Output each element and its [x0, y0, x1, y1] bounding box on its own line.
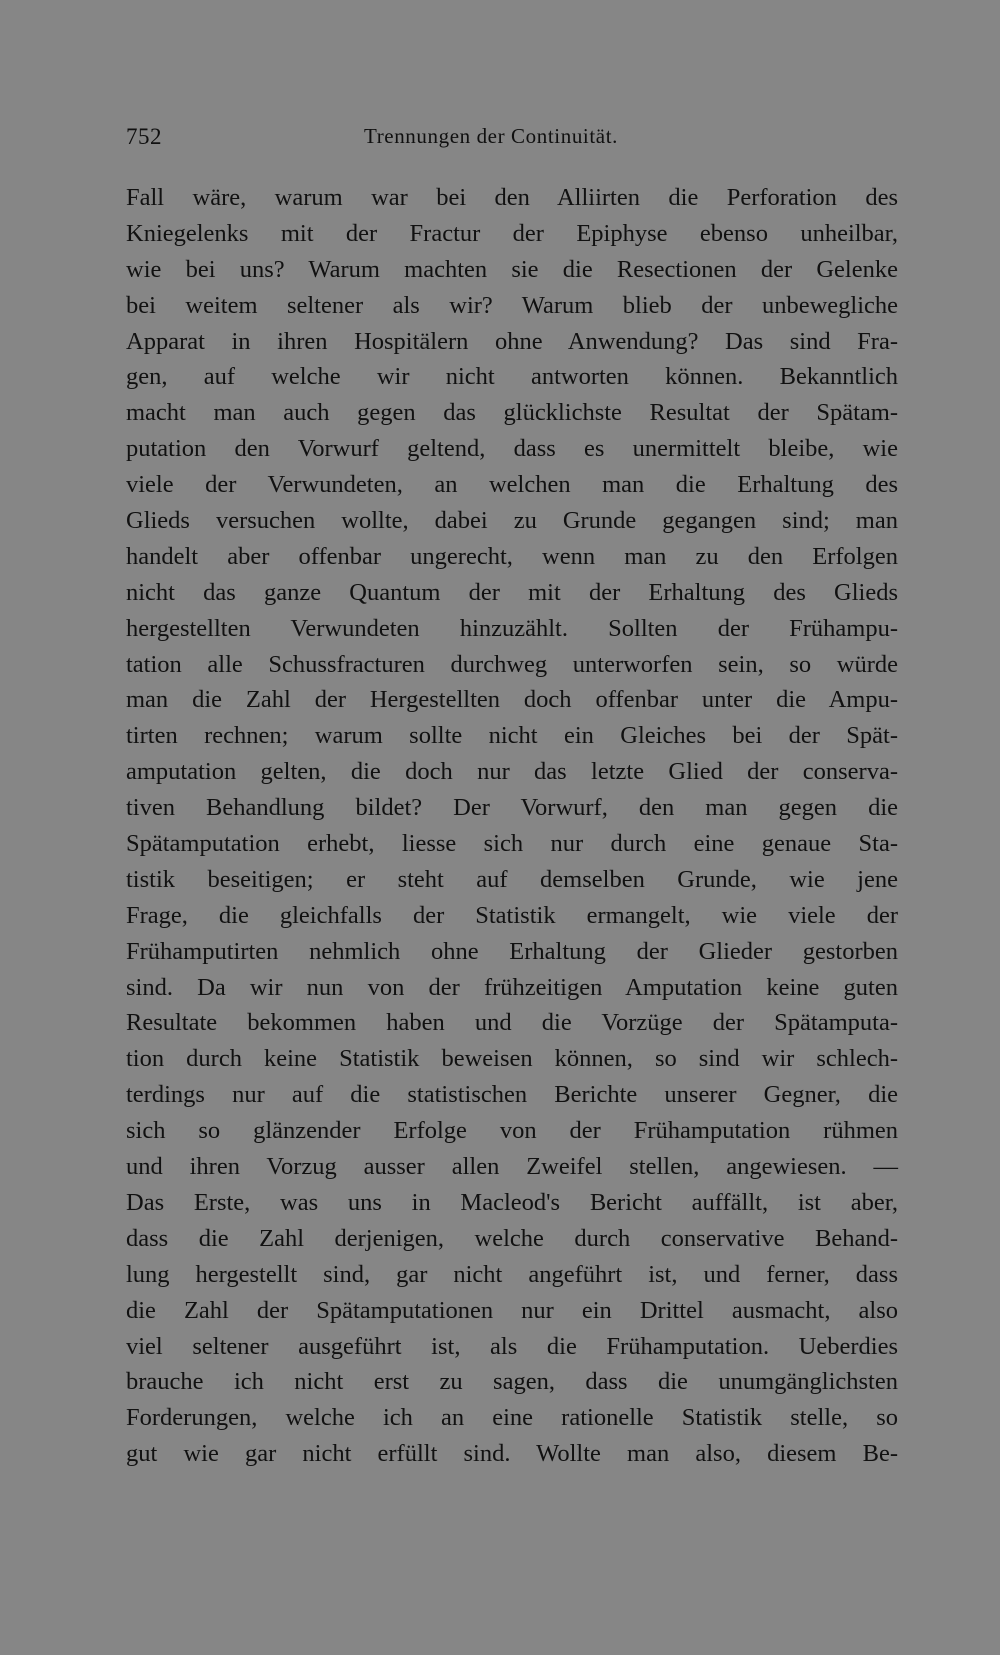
- text-line: tion durch keine Statistik beweisen können, so sind wir schlech-: [126, 1045, 898, 1073]
- text-line: Frühamputirten nehmlich ohne Erhaltung der Glieder gestorben: [126, 937, 898, 965]
- text-line: brauche ich nicht erst zu sagen, dass die unumgänglichsten: [126, 1368, 898, 1396]
- running-title: Trennungen der Continuität.: [364, 124, 618, 148]
- text-line: macht man auch gegen das glücklichste Resultat der Spätam-: [126, 399, 898, 427]
- text-line: gut wie gar nicht erfüllt sind. Wollte man also, diesem Be-: [126, 1440, 898, 1468]
- page-number: 752: [126, 124, 162, 149]
- page-header: [126, 124, 901, 164]
- text-line: sind. Da wir nun von der frühzeitigen Amputation keine guten: [126, 973, 898, 1001]
- text-line: Fall wäre, warum war bei den Alliirten die Perforation des: [126, 184, 898, 211]
- text-line: terdings nur auf die statistischen Berichte unserer Gegner, die: [126, 1081, 898, 1109]
- text-line: putation den Vorwurf geltend, dass es unermittelt bleibe, wie: [126, 435, 898, 463]
- text-line: Kniegelenks mit der Fractur der Epiphyse ebenso unheilbar,: [126, 219, 898, 247]
- text-line: Frage, die gleichfalls der Statistik ermangelt, wie viele der: [126, 901, 898, 929]
- text-line: nicht das ganze Quantum der mit der Erhaltung des Glieds: [126, 578, 898, 606]
- text-line: lung hergestellt sind, gar nicht angeführt ist, und ferner, dass: [126, 1260, 898, 1288]
- text-line: hergestellten Verwundeten hinzuzählt. Sollten der Frühampu-: [126, 614, 898, 642]
- text-line: Resultate bekommen haben und die Vorzüge der Spätamputa-: [126, 1009, 898, 1037]
- text-line: dass die Zahl derjenigen, welche durch conservative Behand-: [126, 1224, 898, 1252]
- text-line: handelt aber offenbar ungerecht, wenn man zu den Erfolgen: [126, 542, 898, 570]
- text-line: wie bei uns? Warum machten sie die Resectionen der Gelenke: [126, 255, 898, 283]
- text-line: gen, auf welche wir nicht antworten können. Bekanntlich: [126, 363, 898, 391]
- body-text: [126, 180, 898, 1472]
- text-line: viel seltener ausgeführt ist, als die Frühamputation. Ueberdies: [126, 1332, 898, 1360]
- text-line: die Zahl der Spätamputationen nur ein Drittel ausmacht, also: [126, 1296, 898, 1324]
- text-line: tiven Behandlung bildet? Der Vorwurf, den man gegen die: [126, 794, 898, 822]
- text-line: Glieds versuchen wollte, dabei zu Grunde gegangen sind; man: [126, 507, 898, 535]
- text-line: bei weitem seltener als wir? Warum blieb der unbewegliche: [126, 291, 898, 319]
- text-line: amputation gelten, die doch nur das letzte Glied der conserva-: [126, 758, 898, 786]
- text-line: Das Erste, was uns in Macleod's Bericht auffällt, ist aber,: [126, 1188, 898, 1216]
- text-line: sich so glänzender Erfolge von der Frühamputation rühmen: [126, 1117, 898, 1145]
- text-line: tirten rechnen; warum sollte nicht ein Gleiches bei der Spät-: [126, 722, 898, 750]
- text-line: man die Zahl der Hergestellten doch offenbar unter die Ampu-: [126, 686, 898, 714]
- text-line: Forderungen, welche ich an eine rationelle Statistik stelle, so: [126, 1404, 898, 1432]
- text-line: Spätamputation erhebt, liesse sich nur durch eine genaue Sta-: [126, 830, 898, 858]
- text-line: viele der Verwundeten, an welchen man die Erhaltung des: [126, 471, 898, 499]
- text-line: und ihren Vorzug ausser allen Zweifel stellen, angewiesen. —: [126, 1153, 898, 1181]
- text-line: tistik beseitigen; er steht auf demselben Grunde, wie jene: [126, 865, 898, 893]
- text-line: tation alle Schussfracturen durchweg unterworfen sein, so würde: [126, 650, 898, 678]
- text-line: Apparat in ihren Hospitälern ohne Anwendung? Das sind Fra-: [126, 327, 898, 355]
